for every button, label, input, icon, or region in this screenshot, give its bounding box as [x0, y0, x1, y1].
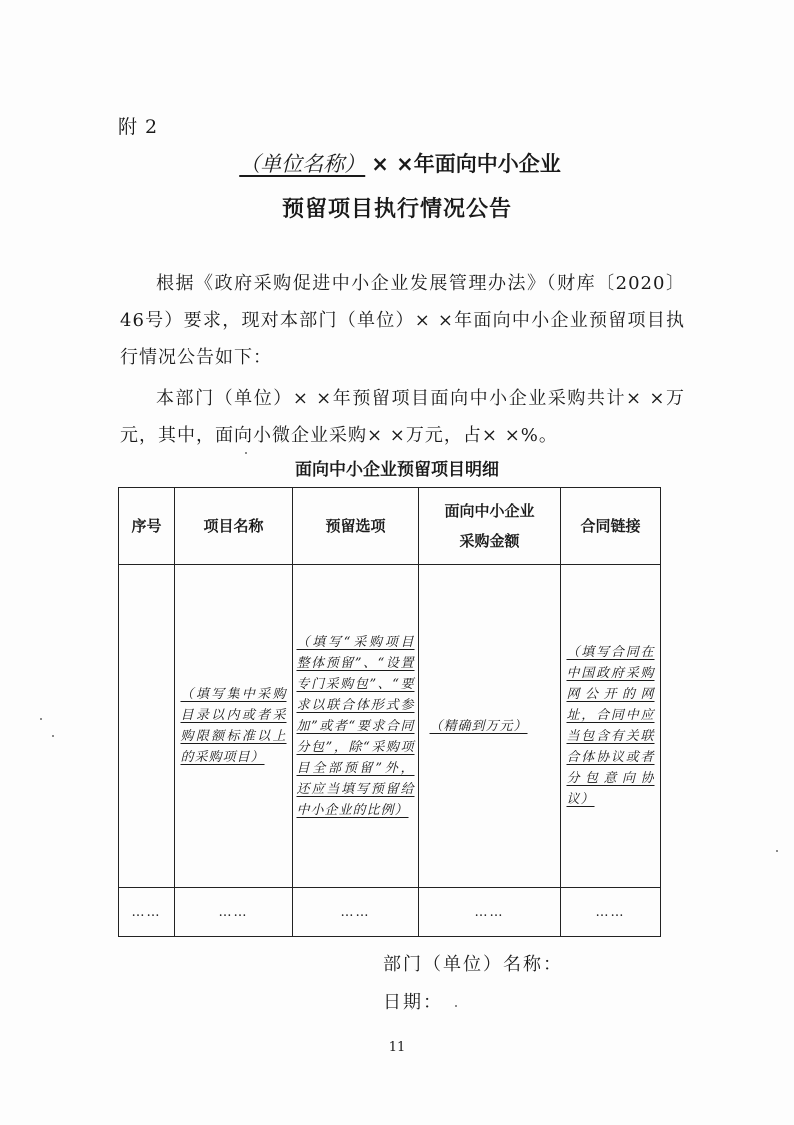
cell-ellipsis: …… — [419, 888, 561, 937]
header-reserve-option: 预留选项 — [293, 488, 419, 565]
title-line-2: 预留项目执行情况公告 — [281, 197, 512, 222]
header-contract-link: 合同链接 — [561, 488, 661, 565]
header-index: 序号 — [119, 488, 175, 565]
scan-speck — [776, 850, 778, 852]
cell-contract-link — [561, 565, 661, 888]
cell-reserve-option — [293, 565, 419, 888]
title-line-1-rest: × ×年面向中小企业 — [371, 152, 561, 176]
header-sme-amount-text: 面向中小企业采购金额 — [444, 502, 535, 550]
cell-ellipsis: …… — [119, 888, 175, 937]
title-line-1 — [0, 148, 794, 178]
date-label: 日期： — [383, 992, 443, 1013]
reserve-option-hint: （填写“采购项目整体预留”、“设置专门采购包”、“要求以联合体形式参加”或者“要求合同分包”，除“采购项目全部预留”外，还应当填写预留给中小企业的比例） — [296, 634, 415, 818]
scan-speck — [40, 718, 42, 720]
table-title: 面向中小企业预留项目明细 — [295, 460, 499, 480]
reserved-projects-table — [118, 487, 661, 937]
cell-project-name — [175, 565, 293, 888]
cell-ellipsis: …… — [293, 888, 419, 937]
intro-paragraph: 根据《政府采购促进中小企业发展管理办法》（财库〔2020〕46号）要求，现对本部门（单位）× ×年面向中小企业预留项目执行情况公告如下： — [120, 273, 685, 368]
scan-speck — [455, 1005, 457, 1007]
project-name-hint: （填写集中采购目录以内或者采购限额标准以上的采购项目） — [180, 687, 287, 765]
department-name-label: 部门（单位）名称： — [383, 954, 563, 975]
summary-paragraph: 本部门（单位）× ×年预留项目面向中小企业采购共计× ×万元，其中，面向小微企业采购× ×万元，占× ×%。 — [120, 388, 685, 446]
header-project-name: 项目名称 — [175, 488, 293, 565]
table-header-row — [119, 488, 661, 565]
cell-ellipsis: …… — [175, 888, 293, 937]
cell-index — [119, 565, 175, 888]
page-number: 11 — [388, 1040, 406, 1055]
cell-ellipsis: …… — [561, 888, 661, 937]
unit-name-placeholder: （单位名称） — [239, 152, 366, 176]
header-sme-amount — [419, 488, 561, 565]
table-row — [119, 888, 661, 937]
amount-hint: （精确到万元） — [429, 719, 528, 734]
cell-sme-amount — [419, 565, 561, 888]
attachment-label: 附 2 — [118, 116, 159, 138]
table-row — [119, 565, 661, 888]
scan-speck — [52, 735, 54, 737]
scan-speck — [245, 452, 247, 454]
contract-link-hint: （填写合同在中国政府采购网公开的网址，合同中应当包含有关联合体协议或者分包意向协议） — [566, 645, 655, 807]
